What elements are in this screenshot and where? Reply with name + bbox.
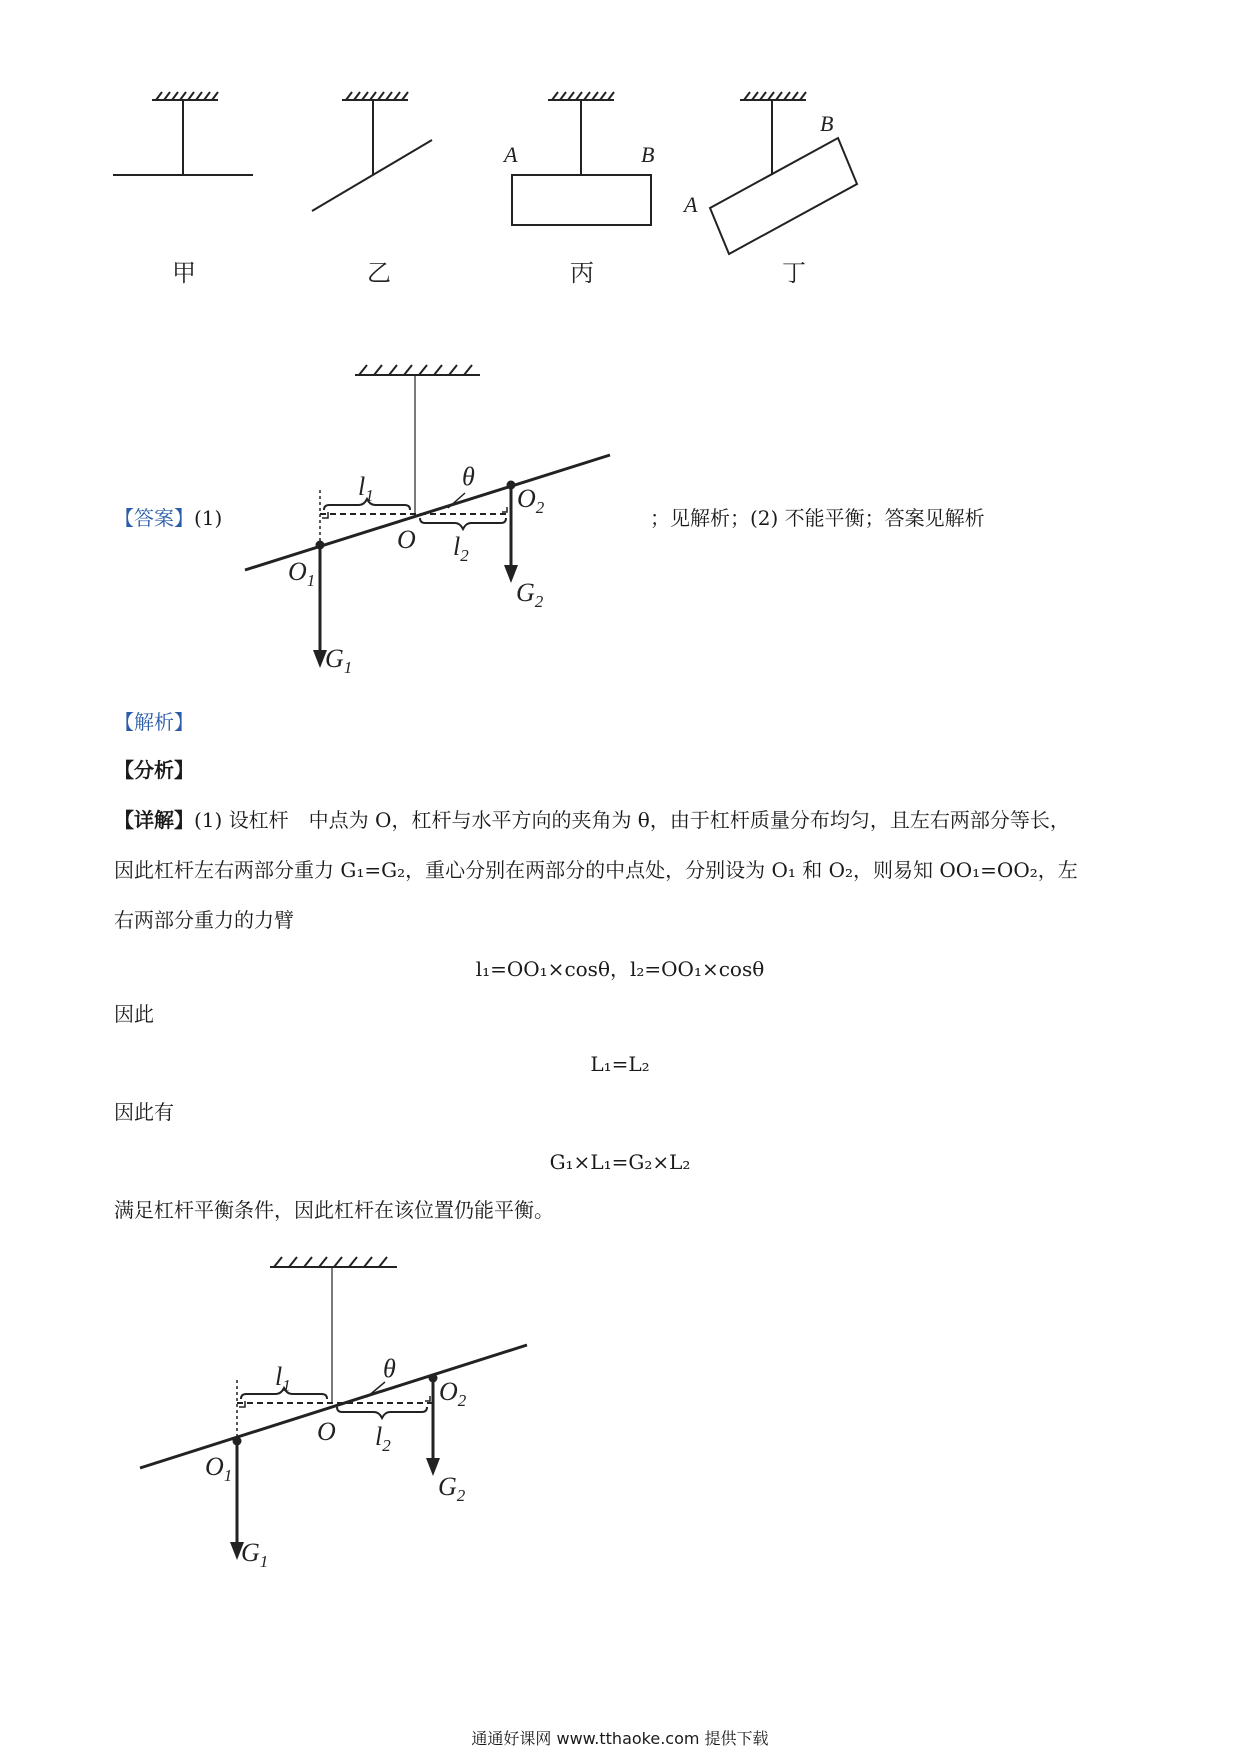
therefore-2: 因此有	[114, 1100, 174, 1124]
answer-after: ；见解析；(2) 不能平衡；答案见解析	[650, 506, 985, 530]
figure-label-bing: 丙	[570, 261, 594, 287]
lever2-o2: $O_2$	[439, 1377, 467, 1410]
suspension-figures	[0, 0, 1240, 290]
answer-tag: 【答案】	[114, 506, 194, 530]
lever1-o1: $O_1$	[288, 557, 316, 590]
lever1-g1: $G_1$	[325, 644, 353, 675]
detail-p3: 右两部分重力的力臂	[114, 908, 294, 932]
detail-p1-text: (1) 设杠杆 中点为 O，杠杆与水平方向的夹角为 θ，由于杠杆质量分布均匀，且左右两部分等长，	[194, 808, 1070, 832]
lever1-g2: $G_2$	[516, 578, 544, 611]
lever1-o2: $O_2$	[517, 484, 545, 517]
ding-label-a: A	[684, 192, 698, 217]
lever2-g1: $G_1$	[241, 1538, 269, 1571]
bing-label-a: A	[504, 142, 518, 167]
conclusion: 满足杠杆平衡条件，因此杠杆在该位置仍能平衡。	[114, 1198, 554, 1222]
lever2-l2: $l_2$	[375, 1422, 391, 1455]
lever2-l1: $l_1$	[275, 1362, 291, 1395]
equation-3: G₁×L₁=G₂×L₂	[549, 1150, 691, 1174]
footer-source: 通通好课网 www.tthaoke.com 提供下载	[471, 1729, 769, 1748]
figure-label-yi: 乙	[367, 261, 391, 287]
lever2-o1: $O_1$	[205, 1452, 233, 1485]
therefore-1: 因此	[114, 1002, 154, 1026]
lever1-l1: $l_1$	[358, 472, 374, 505]
analysis-tag: 【解析】	[114, 710, 194, 734]
figure-label-ding: 丁	[782, 261, 806, 287]
lever-diagram-solution	[135, 1245, 555, 1575]
lever2-o: O	[317, 1417, 336, 1446]
equation-2: L₁=L₂	[590, 1052, 650, 1076]
lever-diagram-answer	[240, 355, 620, 675]
detail-p1	[114, 806, 1070, 834]
figure-label-jia: 甲	[172, 261, 196, 287]
answer-line	[114, 504, 222, 532]
lever1-theta: θ	[462, 462, 475, 491]
bing-label-b: B	[641, 142, 655, 167]
detail-tag: 【详解】	[114, 808, 194, 832]
ding-label-b: B	[820, 111, 834, 136]
fenxi-tag: 【分析】	[114, 758, 194, 782]
lever1-l2: $l_2$	[453, 532, 469, 565]
lever1-o: O	[397, 525, 416, 554]
lever2-g2: $G_2$	[438, 1472, 466, 1505]
equation-1: l₁=OO₁×cosθ，l₂=OO₁×cosθ	[475, 957, 765, 981]
detail-p2: 因此杠杆左右两部分重力 G₁=G₂，重心分别在两部分的中点处，分别设为 O₁ 和 O₂，则易知 OO₁=OO₂，左	[114, 858, 1078, 882]
lever2-theta: θ	[383, 1354, 396, 1383]
answer-part1: (1)	[194, 506, 223, 530]
